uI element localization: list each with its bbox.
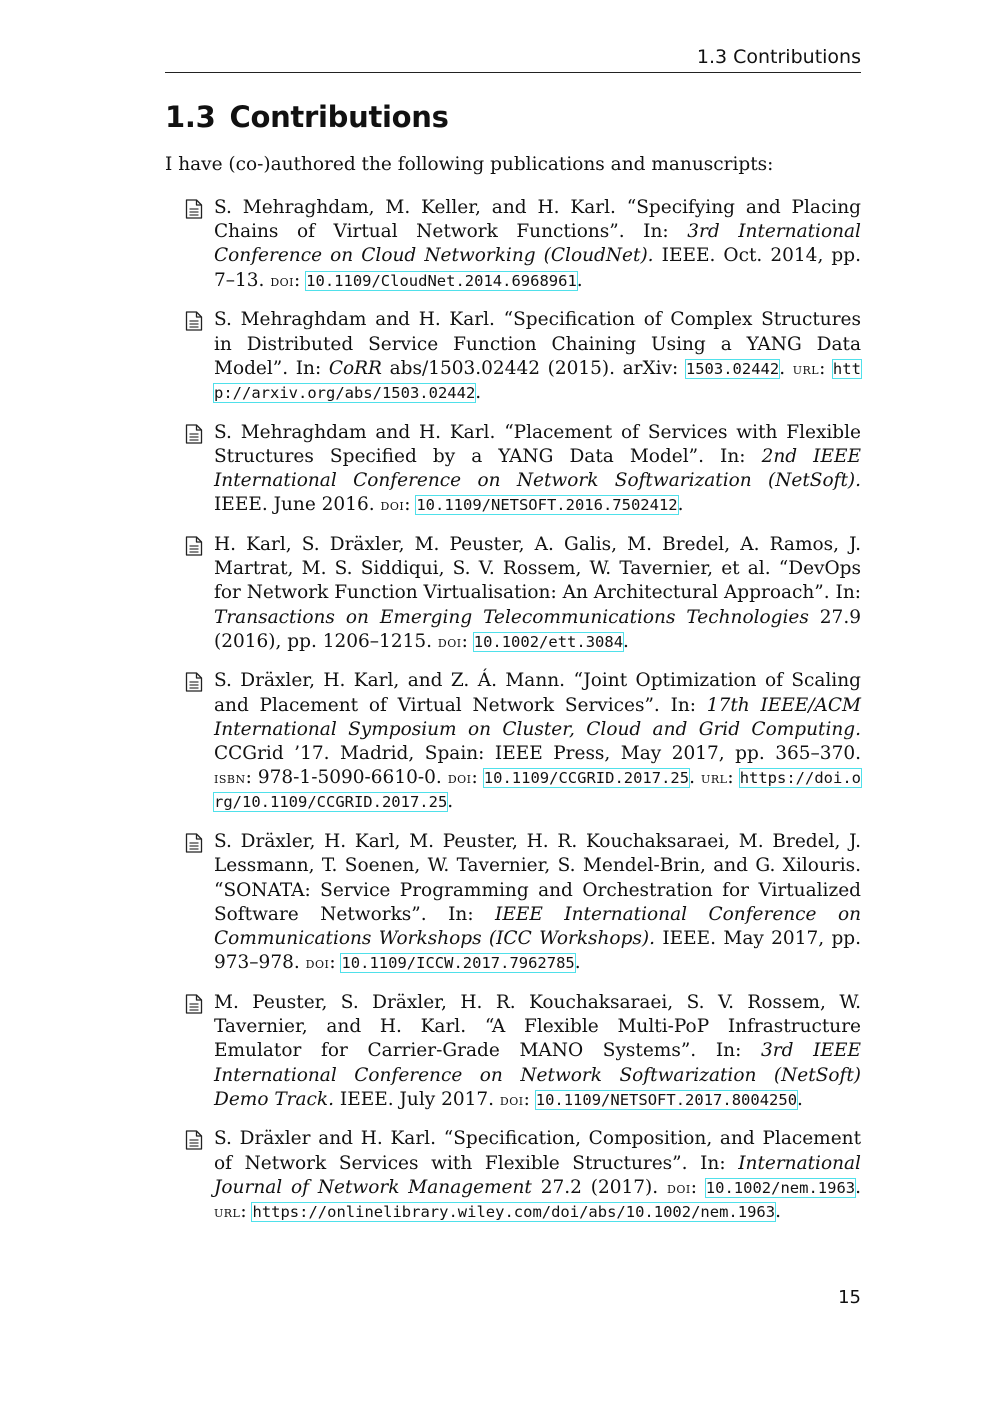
pub-in: In: xyxy=(295,357,322,379)
publication-entry: S. Mehraghdam and H. Karl. “Specification of Complex Structures in Distributed Service Function Chaining Using a YANG Data Model”. In: CoRR abs/1503.02442 (2015). arXiv: 1503.02442. url: http://arxiv.org/abs/1503.02442. xyxy=(185,308,861,405)
url-label: url xyxy=(701,768,728,788)
pub-venue: International Journal of Network Management xyxy=(214,1152,861,1198)
pub-title: “Placement of Services with Flexible Structures Specified by a YANG Data Model”. xyxy=(214,421,861,467)
doi-link[interactable]: 10.1109/NETSOFT.2016.7502412 xyxy=(416,496,678,515)
pub-in: In: xyxy=(670,694,697,716)
doi-label: doi xyxy=(499,1089,524,1109)
pub-authors: S. Mehraghdam and H. Karl. xyxy=(214,309,495,331)
pub-authors: S. Mehraghdam and H. Karl. xyxy=(214,421,496,443)
pub-venue: IEEE International Conference on Communications Workshops (ICC Workshops). xyxy=(214,903,861,949)
pub-details: IEEE. May 2017, pp. 973–978. xyxy=(214,927,862,974)
doi-label: doi xyxy=(380,495,405,515)
pub-details: abs/1503.02442 (2015). xyxy=(389,357,616,379)
url-label: url xyxy=(792,358,820,378)
url-link[interactable]: https://onlinelibrary.wiley.com/doi/abs/10.1002/nem.1963 xyxy=(252,1203,776,1222)
pub-details: 27.2 (2017). xyxy=(540,1176,659,1198)
pub-in: In: xyxy=(448,903,474,925)
pub-authors: S. Dräxler, H. Karl, and Z. Á. Mann. xyxy=(214,670,566,692)
pub-venue: Transactions on Emerging Telecommunications Technologies xyxy=(214,606,809,628)
doi-label: doi xyxy=(447,768,472,788)
pub-venue: 17th IEEE/ACM International Symposium on Cluster, Cloud and Grid Computing. xyxy=(214,694,861,740)
pub-title: “Joint Optimization of Scaling and Placement of Virtual Network Services”. xyxy=(214,670,861,716)
publication-entry: S. Mehraghdam and H. Karl. “Placement of Services with Flexible Structures Specified by a YANG Data Model”. In: 2nd IEEE International Conference on Network Softwarization (NetSoft). IEEE. June 2016. doi: 10.1109/NETSOFT.2016.7502412. xyxy=(185,421,861,518)
pub-authors: S. Dräxler and H. Karl. xyxy=(214,1128,436,1150)
document-icon xyxy=(185,994,203,1014)
pub-venue: 3rd IEEE International Conference on Network Softwarization (NetSoft) Demo Track. xyxy=(214,1040,861,1110)
pub-authors: S. Dräxler, H. Karl, M. Peuster, H. R. Kouchaksaraei, M. Bredel, J. Lessmann, T. Soenen, W. Tavernier, S. Mendel-Brin, and G. Xilouris. xyxy=(214,831,861,877)
pub-authors: S. Mehraghdam, M. Keller, and H. Karl. xyxy=(214,197,616,218)
intro-text: I have (co-)authored the following publications and manuscripts: xyxy=(165,154,774,175)
document-icon xyxy=(185,1130,203,1150)
publication-entry: M. Peuster, S. Dräxler, H. R. Kouchaksaraei, S. V. Rossem, W. Tavernier, and H. Karl. “A Flexible Multi-PoP Infrastructure Emulator for Carrier-Grade MANO Systems”. In: 3rd IEEE International Conference on Network Softwarization (NetSoft) Demo Track. IEEE. July 2017. doi: 10.1109/NETSOFT.2017.8004250. xyxy=(185,991,861,1112)
pub-in: In: xyxy=(715,1040,742,1062)
url-label: url xyxy=(214,1202,241,1222)
document-icon xyxy=(185,833,203,853)
doi-link[interactable]: 10.1109/CCGRID.2017.25 xyxy=(483,769,690,788)
publication-list xyxy=(185,196,861,1240)
publication-entry: S. Dräxler, H. Karl, M. Peuster, H. R. Kouchaksaraei, M. Bredel, J. Lessmann, T. Soenen, W. Tavernier, S. Mendel-Brin, and G. Xilouris. “SONATA: Service Programming and Orchestration for Virtualized Software Networks”. In: IEEE International Conference on Communications Workshops (ICC Workshops). IEEE. May 2017, pp. 973–978. doi: 10.1109/ICCW.2017.7962785. xyxy=(185,830,861,975)
pub-venue: 2nd IEEE International Conference on Network Softwarization (NetSoft). xyxy=(214,445,861,492)
pub-details: IEEE. June 2016. xyxy=(214,494,375,516)
section-number: 1.3 xyxy=(165,100,216,134)
publication-entry: S. Mehraghdam, M. Keller, and H. Karl. “Specifying and Placing Chains of Virtual Network Functions”. In: 3rd International Conference on Cloud Networking (CloudNet). IEEE. Oct. 2014, pp. 7–13. doi: 10.1109/CloudNet.2014.6968961. xyxy=(185,196,861,293)
doi-link[interactable]: 10.1002/nem.1963 xyxy=(705,1178,856,1197)
doi-link[interactable]: 10.1109/ICCW.2017.7962785 xyxy=(341,954,575,973)
doi-label: doi xyxy=(305,953,330,973)
doi-label: doi xyxy=(437,631,462,651)
pub-title: “SONATA: Service Programming and Orchestration for Virtualized Software Networks”. xyxy=(214,879,861,925)
running-header: 1.3 Contributions xyxy=(165,46,861,73)
pub-details: CCGrid ’17. Madrid, Spain: IEEE Press, May 2017, pp. 365–370. xyxy=(214,743,861,765)
section-heading xyxy=(165,100,449,134)
doi-label: doi xyxy=(270,270,295,290)
doi-link[interactable]: 10.1002/ett.3084 xyxy=(473,632,624,651)
pub-authors: H. Karl, S. Dräxler, M. Peuster, A. Galis, M. Bredel, A. Ramos, J. Martrat, M. S. Siddiqui, S. V. Rossem, W. Tavernier, et al. xyxy=(214,533,861,580)
doi-link[interactable]: 10.1109/CloudNet.2014.6968961 xyxy=(306,271,577,290)
pub-authors: M. Peuster, S. Dräxler, H. R. Kouchaksaraei, S. V. Rossem, W. Tavernier, and H. Karl. xyxy=(214,991,861,1038)
pub-venue: CoRR xyxy=(328,357,382,379)
doi-label: doi xyxy=(667,1177,691,1197)
publication-entry: H. Karl, S. Dräxler, M. Peuster, A. Galis, M. Bredel, A. Ramos, J. Martrat, M. S. Siddiqui, S. V. Rossem, W. Tavernier, et al. “DevOps for Network Function Virtualisation: An Architectural Approach”. In: Transactions on Emerging Telecommunications Technologies 27.9 (2016), pp. 1206–1215. doi: 10.1002/ett.3084. xyxy=(185,533,861,654)
pub-in: In: xyxy=(700,1152,726,1174)
url-link[interactable]: https://doi.org/10.1109/CCGRID.2017.25 xyxy=(214,769,862,812)
pub-title: “Specifying and Placing Chains of Virtual Network Functions”. xyxy=(214,197,861,243)
document-icon xyxy=(185,199,203,219)
pub-title: “Specification, Composition, and Placement of Network Services with Flexible Structures”. xyxy=(214,1128,861,1174)
arxiv-link[interactable]: 1503.02442 xyxy=(685,359,780,378)
pub-isbn: 978-1-5090-6610-0. xyxy=(257,767,442,789)
document-icon xyxy=(185,311,203,331)
page-number: 15 xyxy=(838,1287,861,1308)
document-icon xyxy=(185,672,203,692)
pub-title: “A Flexible Multi-PoP Infrastructure Emulator for Carrier-Grade MANO Systems”. xyxy=(214,1016,861,1062)
document-icon xyxy=(185,536,203,556)
section-title: Contributions xyxy=(229,100,449,134)
url-link[interactable]: http://arxiv.org/abs/1503.02442 xyxy=(214,359,861,402)
pub-venue: 3rd International Conference on Cloud Networking (CloudNet). xyxy=(214,221,861,267)
pub-details: IEEE. July 2017. xyxy=(339,1088,495,1110)
pub-title: “DevOps for Network Function Virtualisation: An Architectural Approach”. xyxy=(214,558,861,604)
arxiv-label: arXiv xyxy=(622,357,673,379)
pub-details: IEEE. Oct. 2014, pp. 7–13. xyxy=(214,245,861,291)
document-icon xyxy=(185,424,203,444)
pub-in: In: xyxy=(835,582,861,604)
isbn-label: isbn xyxy=(214,768,246,788)
pub-details: 27.9 (2016), pp. 1206–1215. xyxy=(214,606,861,652)
publication-entry: S. Dräxler and H. Karl. “Specification, Composition, and Placement of Network Services with Flexible Structures”. In: International Journal of Network Management 27.2 (2017). doi: 10.1002/nem.1963. url: https://onlinelibrary.wiley.com/doi/abs/10.1002/nem.1963. xyxy=(185,1127,861,1224)
publication-entry: S. Dräxler, H. Karl, and Z. Á. Mann. “Joint Optimization of Scaling and Placement of Virtual Network Services”. In: 17th IEEE/ACM International Symposium on Cluster, Cloud and Grid Computing. CCGrid ’17. Madrid, Spain: IEEE Press, May 2017, pp. 365–370. isbn: 978-1-5090-6610-0. doi: 10.1109/CCGRID.2017.25. url: https://doi.org/10.1109/CCGRID.2017.25. xyxy=(185,669,861,814)
doi-link[interactable]: 10.1109/NETSOFT.2017.8004250 xyxy=(535,1090,798,1109)
pub-title: “Specification of Complex Structures in Distributed Service Function Chaining Using a YANG Data Model”. xyxy=(214,309,861,379)
pub-in: In: xyxy=(643,221,669,243)
pub-in: In: xyxy=(720,445,746,467)
